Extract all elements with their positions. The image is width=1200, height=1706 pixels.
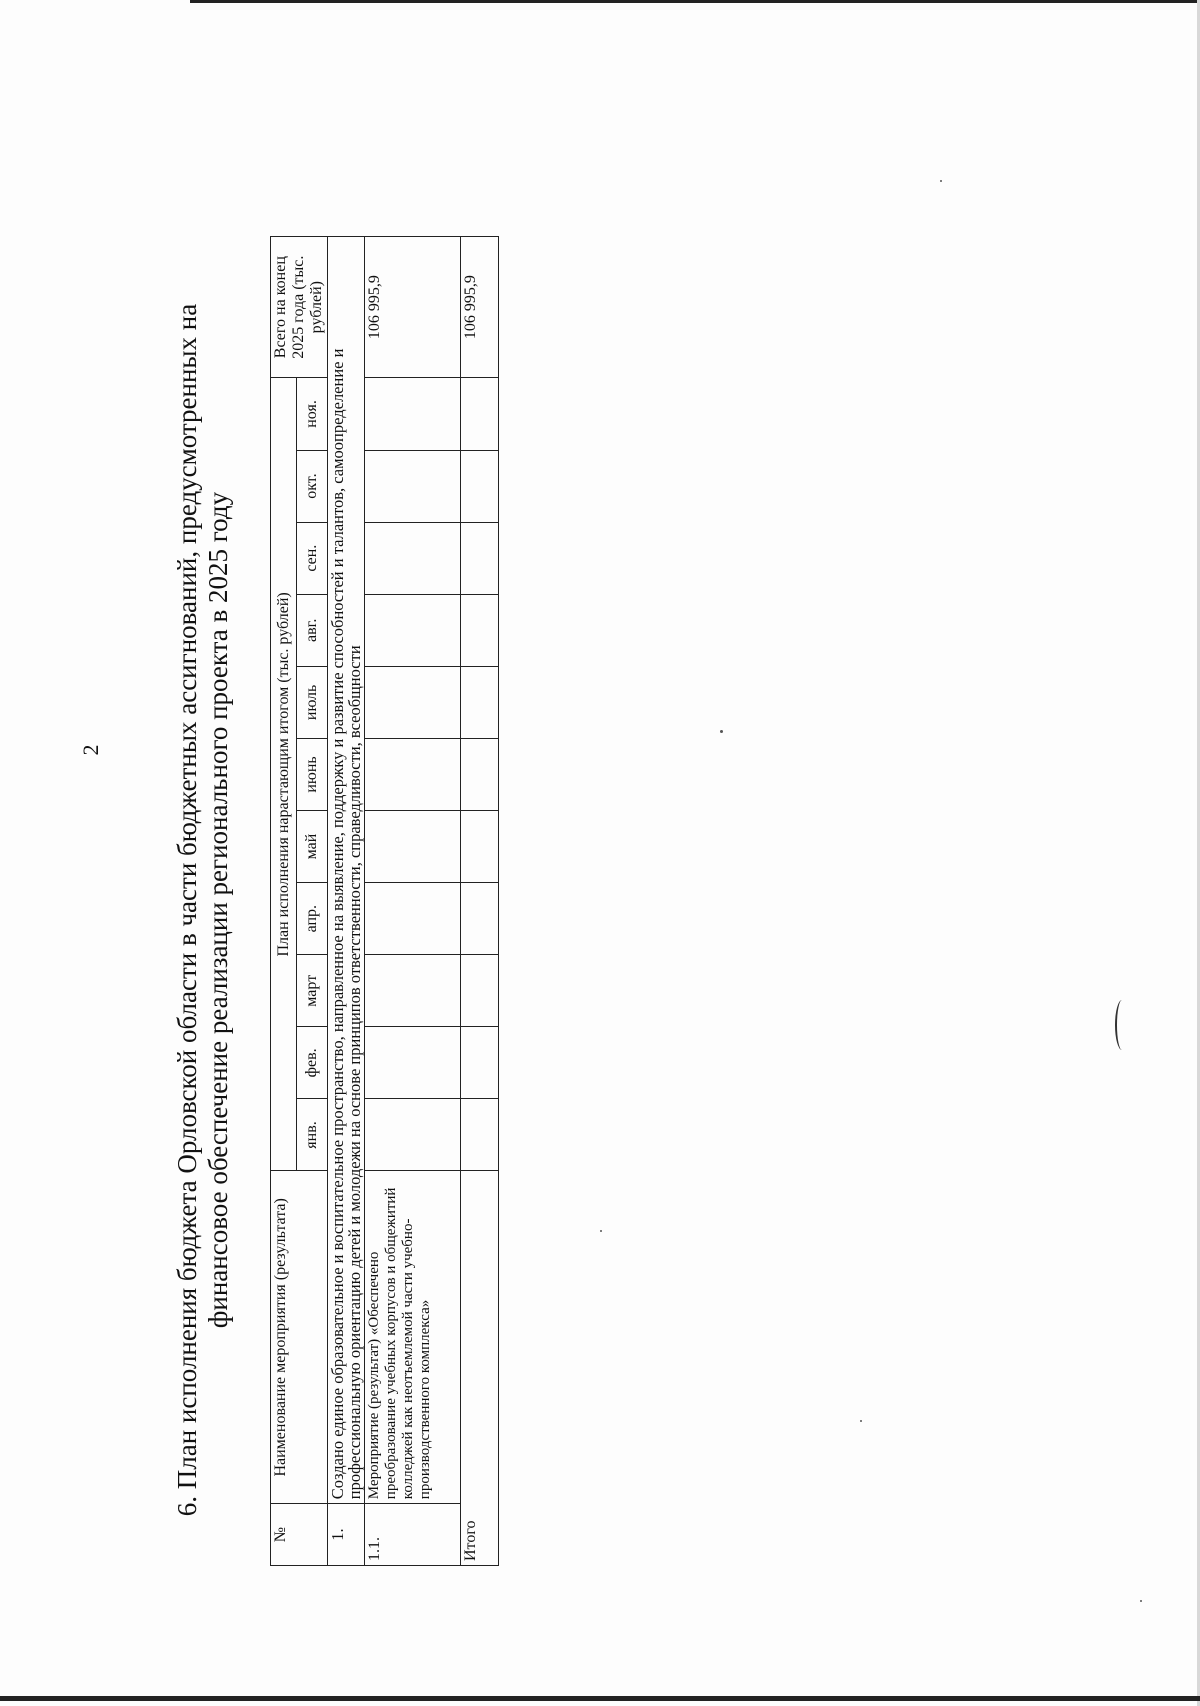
scan-speck	[720, 730, 723, 733]
month-cell	[461, 738, 499, 810]
month-cell	[461, 955, 499, 1027]
month-header: фев.	[297, 1027, 328, 1099]
row-name: Мероприятие (результат) «Обеспечено преобразование учебных корпусов и общежитий колледжей как неотъемлемой части учебно-производственного комплекса»	[365, 1171, 461, 1504]
month-header: апр.	[297, 883, 328, 955]
section-num: 1.	[328, 1504, 365, 1566]
section-row	[328, 237, 365, 1566]
month-header: ноя.	[297, 378, 328, 450]
month-cell	[461, 811, 499, 883]
scan-speck	[600, 1230, 602, 1232]
month-cell	[365, 450, 461, 522]
section-title: 6. План исполнения бюджета Орловской области в части бюджетных ассигнований, предусмотренных на финансовое обеспечение реализации регионального проекта в 2025 году	[172, 303, 233, 1517]
month-cell	[461, 594, 499, 666]
month-header: окт.	[297, 450, 328, 522]
rotated-content	[0, 100, 1200, 1660]
budget-plan-table	[270, 236, 499, 1566]
row-total: 106 995,9	[365, 237, 461, 378]
month-cell	[365, 594, 461, 666]
month-header: май	[297, 811, 328, 883]
month-cell	[461, 522, 499, 594]
month-cell	[365, 1099, 461, 1171]
header-name: Наименование мероприятия (результата)	[271, 1171, 328, 1504]
month-cell	[461, 883, 499, 955]
footer-label: Итого	[461, 1171, 499, 1566]
row-num: 1.1.	[365, 1504, 461, 1566]
month-cell	[461, 378, 499, 450]
month-cell	[461, 666, 499, 738]
scan-speck	[1140, 1600, 1142, 1602]
table-row	[365, 237, 461, 1566]
header-row	[271, 237, 297, 1566]
month-header: авг.	[297, 594, 328, 666]
header-total: Всего на конец 2025 года (тыс. рублей)	[271, 237, 328, 378]
month-cell	[461, 1027, 499, 1099]
month-cell	[365, 666, 461, 738]
month-cell	[365, 883, 461, 955]
month-header: июль	[297, 666, 328, 738]
scan-edge-top	[190, 0, 1200, 3]
month-header: июнь	[297, 738, 328, 810]
header-plan: План исполнения нарастающим итогом (тыс. рублей)	[271, 378, 297, 1171]
month-cell	[365, 1027, 461, 1099]
month-header: сен.	[297, 522, 328, 594]
footer-total: 106 995,9	[461, 237, 499, 378]
page-number: 2	[78, 744, 103, 756]
scan-speck	[940, 180, 942, 182]
month-cell	[365, 738, 461, 810]
month-cell	[365, 811, 461, 883]
section-text: Создано единое образовательное и воспитательное пространство, направленное на выявление, поддержку и развитие способностей и талантов, самоопределение и профессиональную ориентацию детей и молодежи на основе принципов ответственности, справедливости, всеобщности	[328, 237, 365, 1504]
header-num: №	[271, 1504, 328, 1566]
scan-speck	[860, 1420, 862, 1422]
month-cell	[461, 1099, 499, 1171]
month-header: март	[297, 955, 328, 1027]
scan-edge-bottom	[0, 1696, 1200, 1701]
month-cell	[461, 450, 499, 522]
pen-mark	[1115, 1000, 1129, 1050]
month-cell	[365, 955, 461, 1027]
month-cell	[365, 378, 461, 450]
footer-row	[461, 237, 499, 1566]
month-cell	[365, 522, 461, 594]
month-header: янв.	[297, 1099, 328, 1171]
